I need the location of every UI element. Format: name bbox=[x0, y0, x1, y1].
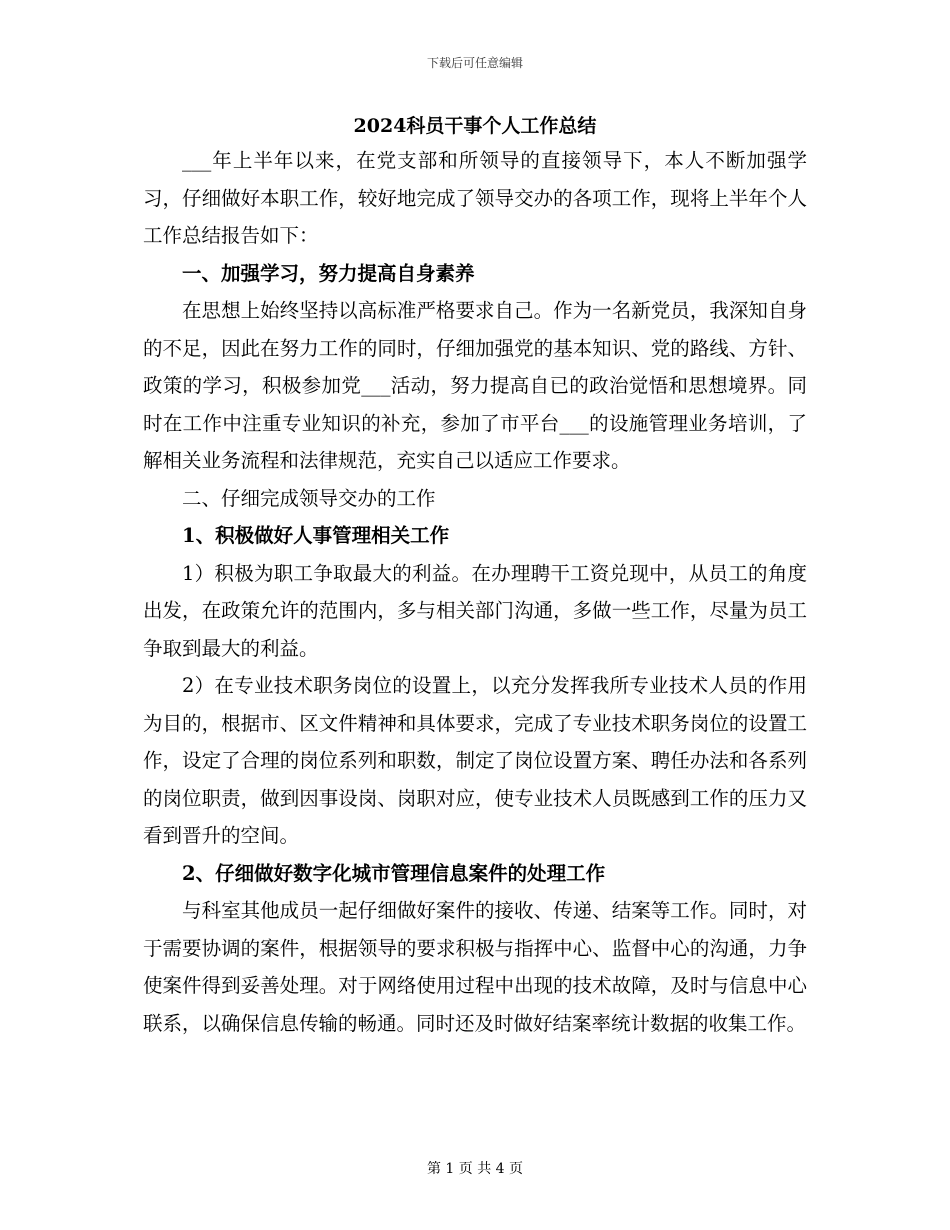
intro-paragraph: ___年上半年以来，在党支部和所领导的直接领导下，本人不断加强学习，仔细做好本职工作，较好地完成了领导交办的各项工作，现将上半年个人工作总结报告如下： bbox=[143, 149, 807, 247]
section-heading-2: 二、仔细完成领导交办的工作 bbox=[182, 486, 436, 510]
subsection-1-paragraph-2: 2）在专业技术职务岗位的设置上，以充分发挥我所专业技术人员的作用为目的，根据市、区文件精神和具体要求，完成了专业技术职务岗位的设置工作，设定了合理的岗位系列和职数，制定了岗位设置方案、聘任办法和各系列的岗位职责，做到因事设岗、岗职对应，使专业技术人员既感到工作的压力又看到晋升的空间。 bbox=[143, 674, 807, 847]
subsection-heading-2: 2、仔细做好数字化城市管理信息案件的处理工作 bbox=[182, 861, 606, 885]
document-title: 2024科员干事个人工作总结 bbox=[353, 115, 597, 137]
section-heading-1: 一、加强学习，努力提高自身素养 bbox=[182, 261, 475, 285]
page-footer: 第 1 页 共 4 页 bbox=[426, 1161, 524, 1177]
header-note: 下载后可任意编辑 bbox=[426, 56, 523, 70]
subsection-2-paragraph: 与科室其他成员一起仔细做好案件的接收、传递、结案等工作。同时，对于需要协调的案件，根据领导的要求积极与指挥中心、监督中心的沟通，力争使案件得到妥善处理。对于网络使用过程中出现的技术故障，及时与信息中心联系，以确保信息传输的畅通。同时还及时做好结案率统计数据的收集工作。 bbox=[143, 899, 807, 1035]
subsection-1-paragraph-1: 1）积极为职工争取最大的利益。在办理聘干工资兑现中，从员工的角度出发，在政策允许的范围内，多与相关部门沟通，多做一些工作，尽量为员工争取到最大的利益。 bbox=[143, 561, 807, 660]
section-1-paragraph: 在思想上始终坚持以高标准严格要求自己。作为一名新党员，我深知自身的不足，因此在努力工作的同时，仔细加强党的基本知识、党的路线、方针、政策的学习，积极参加党___活动，努力提高自已的政治觉悟和思想境界。同时在工作中注重专业知识的补充，参加了市平台___的设施管理业务培训，了解相关业务流程和法律规范，充实自己以适应工作要求。 bbox=[143, 299, 807, 472]
document-body bbox=[143, 112, 807, 1042]
subsection-heading-1: 1、积极做好人事管理相关工作 bbox=[182, 524, 450, 547]
